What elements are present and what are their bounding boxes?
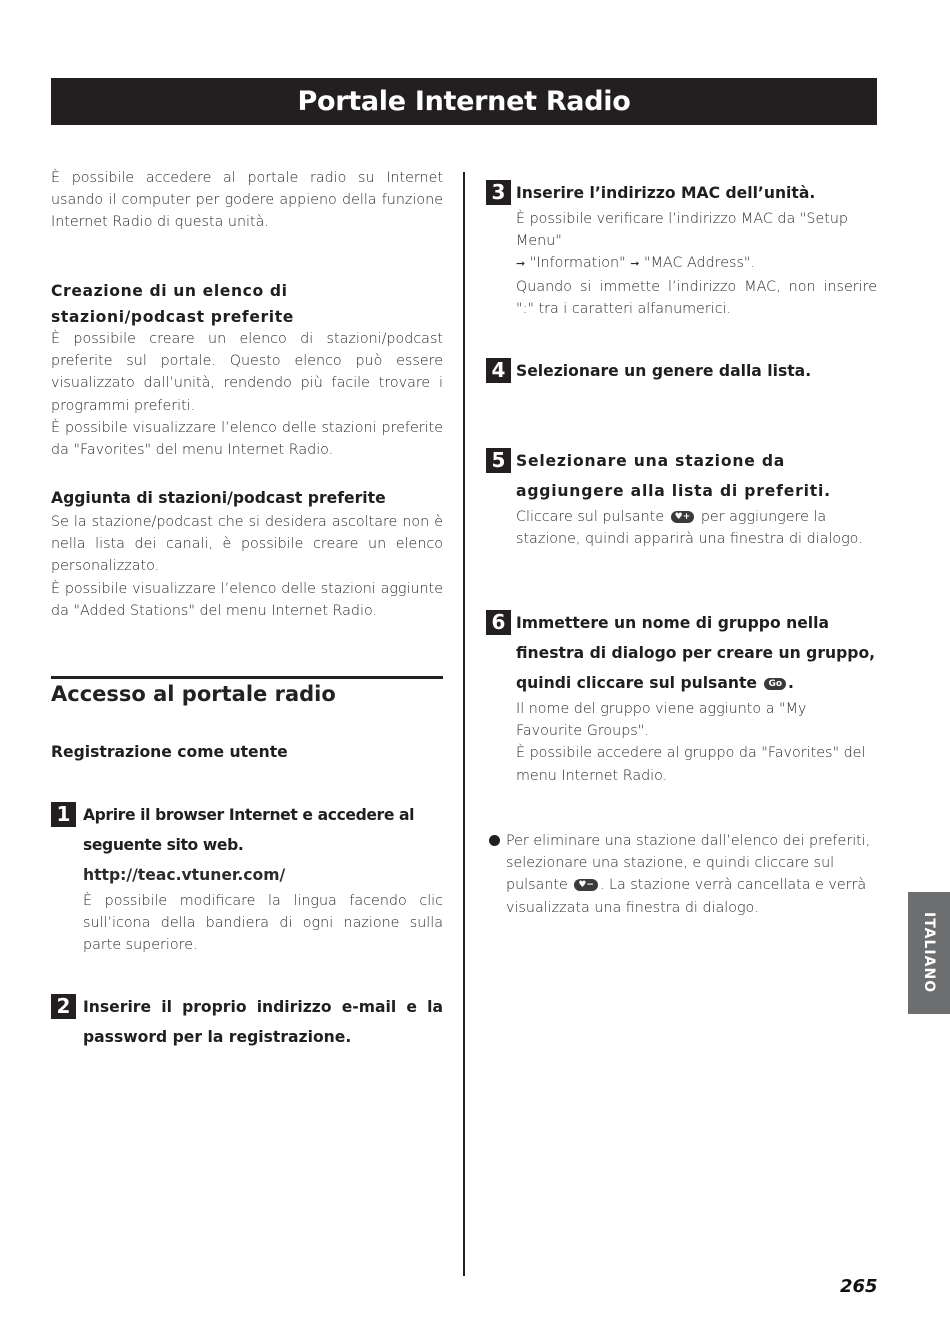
- step-4: [486, 356, 877, 386]
- portal-url[interactable]: http://teac.vtuner.com/: [83, 866, 286, 884]
- add-stations-paragraph-2: È possibile visualizzare l’elenco delle stazioni aggiunte da "Added Stations" del menu Internet Radio.: [51, 580, 443, 619]
- title-bar: [51, 78, 877, 125]
- language-tab: [908, 892, 950, 1014]
- favorites-list-paragraph-1: È possibile creare un elenco di stazioni/podcast preferite sul portale. Questo elenco può essere visualizzato dall’unità, rendendo più facile trovare i programmi preferiti.: [51, 331, 443, 414]
- page-number: 265: [840, 1276, 878, 1297]
- section-rule: [51, 676, 443, 679]
- step-body-part-a: Cliccare sul pulsante: [516, 509, 665, 525]
- favorites-list-heading: Creazione di un elenco di stazioni/podcast preferite: [51, 282, 294, 326]
- step-body: Il nome del gruppo viene aggiunto a "My Favourite Groups".: [516, 701, 807, 740]
- access-heading: Accesso al portale radio: [51, 682, 336, 706]
- step-body: [516, 208, 877, 276]
- add-stations-section: [51, 485, 443, 622]
- step-body-part-b: "Information": [529, 255, 626, 272]
- page-title: Portale Internet Radio: [297, 86, 631, 117]
- step-number: 1: [51, 802, 76, 827]
- intro-text: È possibile accedere al portale radio su Internet usando il computer per godere appieno della funzione Internet Radio di questa unità.: [51, 170, 443, 231]
- step-title: Inserire il proprio indirizzo e-mail e la password per la registrazione.: [83, 998, 443, 1046]
- step-6: [486, 608, 877, 787]
- step-body-2: Quando si immette l’indirizzo MAC, non inserire ":" tra i caratteri alfanumerici.: [516, 278, 877, 317]
- add-stations-paragraph-1: Se la stazione/podcast che si desidera ascoltare non è nella lista dei canali, è possibile creare un elenco personalizzato.: [51, 514, 443, 575]
- note-text-part-a: Per eliminare una stazione dall’elenco dei preferiti, selezionare una stazione, e quindi cliccare sul pulsante: [506, 833, 871, 894]
- registration-subheading-wrap: [51, 739, 443, 765]
- note-text: [506, 830, 877, 919]
- step-body-part-a: È possibile verificare l’indirizzo MAC da "Setup Menu": [516, 211, 848, 250]
- intro-block: [51, 167, 443, 234]
- step-5: [486, 446, 877, 550]
- step-title: Immettere un nome di gruppo nella finestra di dialogo per creare un gruppo, quindi cliccare sul pulsante Go .: [516, 614, 876, 692]
- heart-minus-icon: ♥−: [574, 879, 598, 891]
- note-bullet: [489, 830, 877, 919]
- step-title-text: Immettere un nome di gruppo nella finestra di dialogo per creare un gruppo, quindi cliccare sul pulsante: [516, 614, 876, 692]
- step-number: 2: [51, 994, 76, 1019]
- step-title: Inserire l’indirizzo MAC dell’unità.: [516, 184, 816, 202]
- step-body: È possibile modificare la lingua facendo clic sull’icona della bandiera di ogni nazione sulla parte superiore.: [83, 893, 443, 954]
- language-tab-label: ITALIANO: [921, 912, 937, 994]
- step-title: Selezionare un genere dalla lista.: [516, 362, 812, 380]
- step-number: 3: [486, 180, 511, 205]
- bullet-icon: [489, 835, 500, 846]
- step-2: [51, 992, 443, 1052]
- step-body-part-c: "MAC Address".: [644, 255, 756, 272]
- step-body: [516, 506, 877, 550]
- add-stations-heading: Aggiunta di stazioni/podcast preferite: [51, 489, 386, 507]
- step-3: [486, 178, 877, 320]
- go-button-icon: Go: [764, 678, 786, 690]
- step-body-part-b: per aggiungere la stazione, quindi apparirà una finestra di dialogo.: [516, 509, 863, 548]
- arrow-right-icon: ➞: [630, 257, 640, 271]
- step-number: 5: [486, 448, 511, 473]
- note-text-part-b: . La stazione verrà cancellata e verrà visualizzata una finestra di dialogo.: [506, 877, 867, 916]
- column-divider: [463, 172, 465, 1276]
- heart-plus-icon: ♥+: [671, 511, 695, 523]
- step-1: [51, 800, 443, 957]
- registration-subheading: Registrazione come utente: [51, 743, 288, 761]
- step-number: 4: [486, 358, 511, 383]
- step-title: Selezionare una stazione da aggiungere alla lista di preferiti.: [516, 452, 831, 500]
- step-body-2: È possibile accedere al gruppo da "Favorites" del menu Internet Radio.: [516, 745, 866, 784]
- favorites-list-paragraph-2: È possibile visualizzare l’elenco delle stazioni preferite da "Favorites" del menu Internet Radio.: [51, 419, 443, 459]
- step-title: Aprire il browser Internet e accedere al seguente sito web.: [83, 806, 415, 854]
- favorites-list-section: [51, 278, 443, 461]
- step-number: 6: [486, 610, 511, 635]
- arrow-right-icon: ➞: [516, 257, 526, 271]
